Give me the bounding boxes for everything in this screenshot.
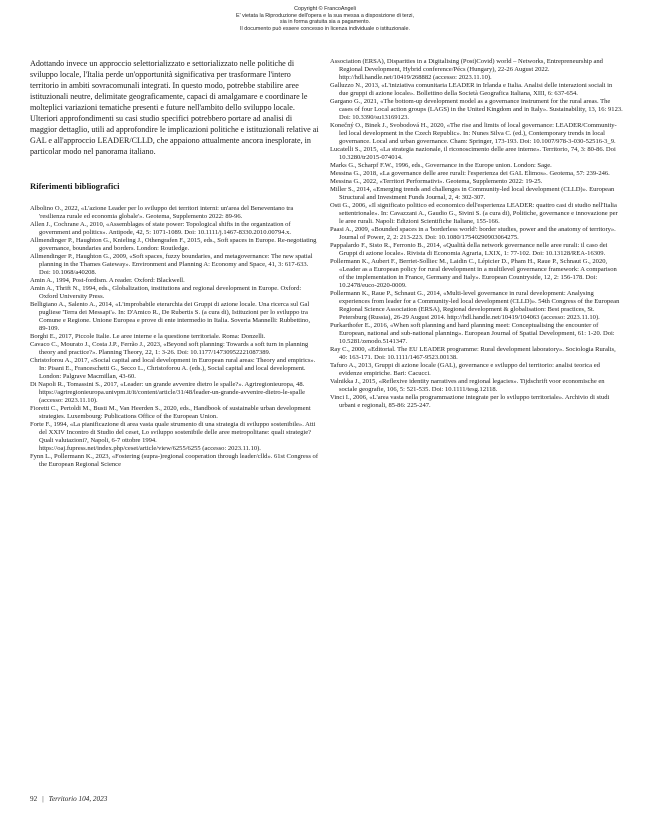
- reference-item: Fioretti C., Pertoldi M., Busti M., Van Heerden S., 2020, eds., Handbook of sustainable urban development strategies. Luxembourg: Publications Office of the European Union.: [30, 405, 311, 420]
- reference-item: Ray C., 2000, «Editorial. The EU LEADER programme: Rural development laboratory». Sociologia Ruralis, 40: 163-171. Doi: 10.1111/1467-9523.00138.: [330, 346, 616, 361]
- copyright-line: E' vietata la Riproduzione dell'opera e la sua messa a disposizione di terzi,: [236, 12, 414, 19]
- reference-item: Allmendinger P., Haughton G., Knieling J., Othengrafen F., 2015, eds., Soft spaces in Europe. Re-negotiating governance, boundaries and borders. London: Routledge.: [30, 237, 317, 252]
- reference-item: Marks G., Scharpf F.W., 1996, eds., Governance in the Europe union. London: Sage.: [330, 162, 552, 169]
- page-footer: [30, 795, 107, 803]
- reference-item: Lucatelli S., 2015, «La strategia nazionale, il riconoscimento delle aree interne». Territorio, 74, 3: 80-86. Doi 10.3280/tr2015-074014.: [330, 146, 616, 161]
- page-number: 92: [30, 795, 38, 803]
- reference-item: Konečný O., Binek J., Svobodová H., 2020, «The rise and limits of local governance: LEADER/Community-led local development in the Czech Republic». In: Nunes Silva C. (ed.), Contemporary trends in local governance. Local and urban governance. Cham: Springer, 173-193. Doi: 10.1007/978-3-030-52516-3_9.: [330, 122, 617, 145]
- reference-item: Pollermann K., Aubert F., Berriet-Solliec M., Laidin C., Lépicier D., Pham H., Raue P., Schnaut G., 2020, «Leader as a European policy for rural development in a multilevel governance framework: A comparison of the implementation in France, Germany and Italy». European Countryside, 12, 2: 156-178. Doi: 10.2478/euco-2020-0009.: [330, 258, 617, 289]
- reference-item: Fynn L., Pollermann K., 2023, «Fostering (supra-)regional cooperation through leader/clld». 61st Congress of the European Regional Science: [30, 453, 319, 468]
- copyright-line: Il documento può essere concesso in licenza individuale o istituzionale.: [240, 25, 410, 32]
- reference-item: Messina G., 2022, «Territori Performativi». Geotema, Supplemento 2022: 19-25.: [330, 178, 543, 185]
- body-paragraph: Ulteriori approfondimenti su casi studio specifici potrebbero portare ad analisi di maggior dettaglio, utili ad approfondire le implicazioni politiche e istituzionali relative ai GAL e all'approccio LEADER/CLLD, che appaiono attualmente ancora inesplorate, in particolar modo nel panorama italiano.: [30, 114, 319, 156]
- reference-item: Amin A., Thrift N., 1994, eds., Globalization, institutions and regional development in Europe. Oxford: Oxford University Press.: [30, 285, 302, 300]
- reference-item: Gargano G., 2021, «The bottom-up development model as a governance instrument for the rural areas. The cases of four Local action groups (LAGS) in the United Kingdom and in Italy». Sustainability, 13, 16: 9123. Doi: 10.3390/su13169123.: [330, 98, 623, 121]
- body-paragraph: Adottando invece un approccio selettorializzato e settorializzato nelle politiche di sviluppo locale, l'Italia perde un'opportunità significativa per trasformare l'intero territorio in ambiti sovracomunali integrati. In questo modo, potrebbe stabilire aree istituzionali neutre, delimitate geograficamente, capaci di amalgamare e coordinare le molteplici variazioni tematiche presenti e future nell'ambito dello sviluppo locale.: [30, 59, 308, 112]
- copyright-notice: [0, 6, 650, 32]
- reference-item: Forte F., 1994, «La pianificazione di area vasta quale strumento di una strategia di sviluppo sostenibile». Atti del XXIV Incontro di Studio del ceset, Lo sviluppo sostenibile delle aree metropolitane: quali strategie? Quali valutazioni?, Napoli, 6-7 ottobre 1994. https://oaj.fupress.net/index.php/ceset/article/view/6255/6255 (accesso: 2023.11.10).: [30, 421, 316, 452]
- reference-item: Cavaco C., Mourato J., Costa J.P., Ferrão J., 2023, «Beyond soft planning: Towards a soft turn in planning theory and practice?». Planning Theory, 22, 1: 3-26. Doi: 10.1177/14730952221087389.: [30, 341, 309, 356]
- copyright-line: Copyright © FrancoAngeli: [294, 6, 356, 12]
- left-column: [30, 58, 320, 469]
- copyright-line: sia in forma gratuita sia a pagamento.: [279, 19, 371, 26]
- reference-item: Purkarthofer E., 2016, «When soft planning and hard planning meet: Conceptualising the encounter of European, national and sub-national planning». European Journal of Spatial Development, 61: 1-20. Doi: 10.5281/zenodo.5141347.: [330, 322, 615, 345]
- reference-item: Amin A., 1994, Post-fordism. A reader. Oxford: Blackwell.: [30, 277, 185, 284]
- reference-item: Paasi A., 2009, «Bounded spaces in a 'borderless world': border studies, power and the anatomy of territory». Journal of Power, 2, 2: 213-223. Doi: 10.1080/17540290903064275.: [330, 226, 616, 241]
- reference-item: Albolino O., 2022, «L'azione Leader per lo sviluppo dei territori interni: un'area del Beneventano tra 'resilienza rurale ed economia globale'». Geotema, Supplemento 2022: 89-96.: [30, 205, 294, 220]
- reference-item: Pappalardo F., Sisto R., Ferronio B., 2014, «Qualità della network governance nelle aree rurali: il caso dei Gruppi di azione locale». Rivista di Economia Agraria, LXIX, 1: 77-102. Doi: 10.13128/REA-16309.: [330, 242, 608, 257]
- reference-item: Tafuro A., 2013, Gruppi di azione locale (GAL), governance e sviluppo del territorio: analisi teorica ed evidenze empiriche. Bari: Cacucci.: [330, 362, 600, 377]
- reference-item: Osti G., 2006, «Il significato politico ed economico dell'esperienza LEADER: quattro casi di studio nell'Italia settentrionale». In: Cavazzani A., Gaudio G., Sivini S. (a cura di), Politiche, governance e innovazione per le aree rurali. Napoli: Edizioni Scientifiche Italiane, 155-166.: [330, 202, 618, 225]
- reference-item: Allmendinger P., Haughton G., 2009, «Soft spaces, fuzzy boundaries, and metagovernance: The new spatial planning in the Thames Gateway». Environment and Planning A: Economy and Space, 41, 3: 617-633. Doi: 10.1068/a40208.: [30, 253, 313, 276]
- journal-citation: Territorio 104, 2023: [48, 795, 108, 803]
- reference-item: Christoforou A., 2017, «Social capital and local development in European rural areas: Theory and empirics». In: Pisani E., Franceschetti G., Secco L., Christoforou A. (eds.), Social capital and local development. London: Palgrave Macmillan, 43-60.: [30, 357, 316, 380]
- reference-item: Messina G., 2018, «La governance delle aree rurali: l'esperienza dei GAL Elimos». Geotema, 57: 239-246.: [330, 170, 610, 177]
- references-heading: Riferimenti bibliografici: [30, 181, 120, 191]
- reference-item: Vinci I., 2006, «L'area vasta nella programmazione integrate per lo sviluppo territoriale». Archivio di studi urbani e regionali, 85-86: 225-247.: [330, 394, 610, 409]
- reference-item: Association (ERSA), Disparities in a Digitalising (Post)Covid) world – Networks, Entrepreneurship and Regional Development, Hybrid conference/Pécs (Hungary), 22-26 August 2022. http://hdl.handle.net/10419/268882 (accesso: 2023.11.10).: [330, 58, 603, 81]
- right-column: [330, 58, 623, 410]
- reference-item: Di Napoli R., Tomassini S., 2017, «Leader: un grande avvenire dietro le spalle?». Agriregionieuropa, 48. https://agriregionieuropa.univpm.it/it/content/article/31/48/leader-un-grande-avvenire-dietro-le-spalle (accesso: 2023.11.10).: [30, 381, 306, 404]
- reference-list-left: [30, 205, 320, 469]
- reference-item: Allen J., Cochrane A., 2010, «Assemblages of state power: Topological shifts in the organization of government and politics». Antipode, 42, 5: 1071-1089. Doi: 10.1111/j.1467-8330.2010.00794.x.: [30, 221, 292, 236]
- reference-item: Valnikka J., 2015, «Reflexive identity narratives and regional legacies». Tijdschrift voor economische en sociale geografie, 106, 5: 521-535. Doi: 10.1111/tesg.12118.: [330, 378, 605, 393]
- reference-item: Pollermann K., Raue P., Schnaut G., 2014, «Multi-level governance in rural development: Analysing experiences from leader for a Community-led local development (CLLD)». 54th Congress of the European Regional Science Association (ERSA), Regional development & globalisation: Best practices, St. Petersburg (Russia), 26-29 August 2014. http://hdl.handle.net/10419/104063 (accesso: 2023.11.10).: [330, 290, 620, 321]
- reference-list-right: [330, 58, 623, 410]
- reference-item: Miller S., 2014, «Emerging trends and challenges in Community-led local development (CLLD)». European Structural and Investment Funds Journal, 2, 4: 302-307.: [330, 186, 615, 201]
- reference-item: Belligiano A., Salento A., 2014, «L'improbabile eterarchia dei Gruppi di azione locale. Una ricerca sul Gal pugliese 'Terra dei Messapi'». In: D'Amico R., De Rubertis S. (a cura di), Istituzioni per lo sviluppo tra Comune e Regione. Unione Europea e prove di ente intermedio in Italia. Soveria Mannelli: Rubbettino, 89-109.: [30, 301, 311, 332]
- reference-item: Galluzzo N., 2013, «L'iniziativa comunitaria LEADER in Irlanda e Italia. Analisi delle interazioni sociali in due gruppi di azione locale». Bollettino della Società Geografica Italiana, XIII, 6: 637-654.: [330, 82, 613, 97]
- footer-separator: |: [42, 795, 44, 803]
- reference-item: Borghi E., 2017, Piccole Italie. Le aree interne e la questione territoriale. Roma: Donzelli.: [30, 333, 266, 340]
- body-text: [30, 58, 320, 157]
